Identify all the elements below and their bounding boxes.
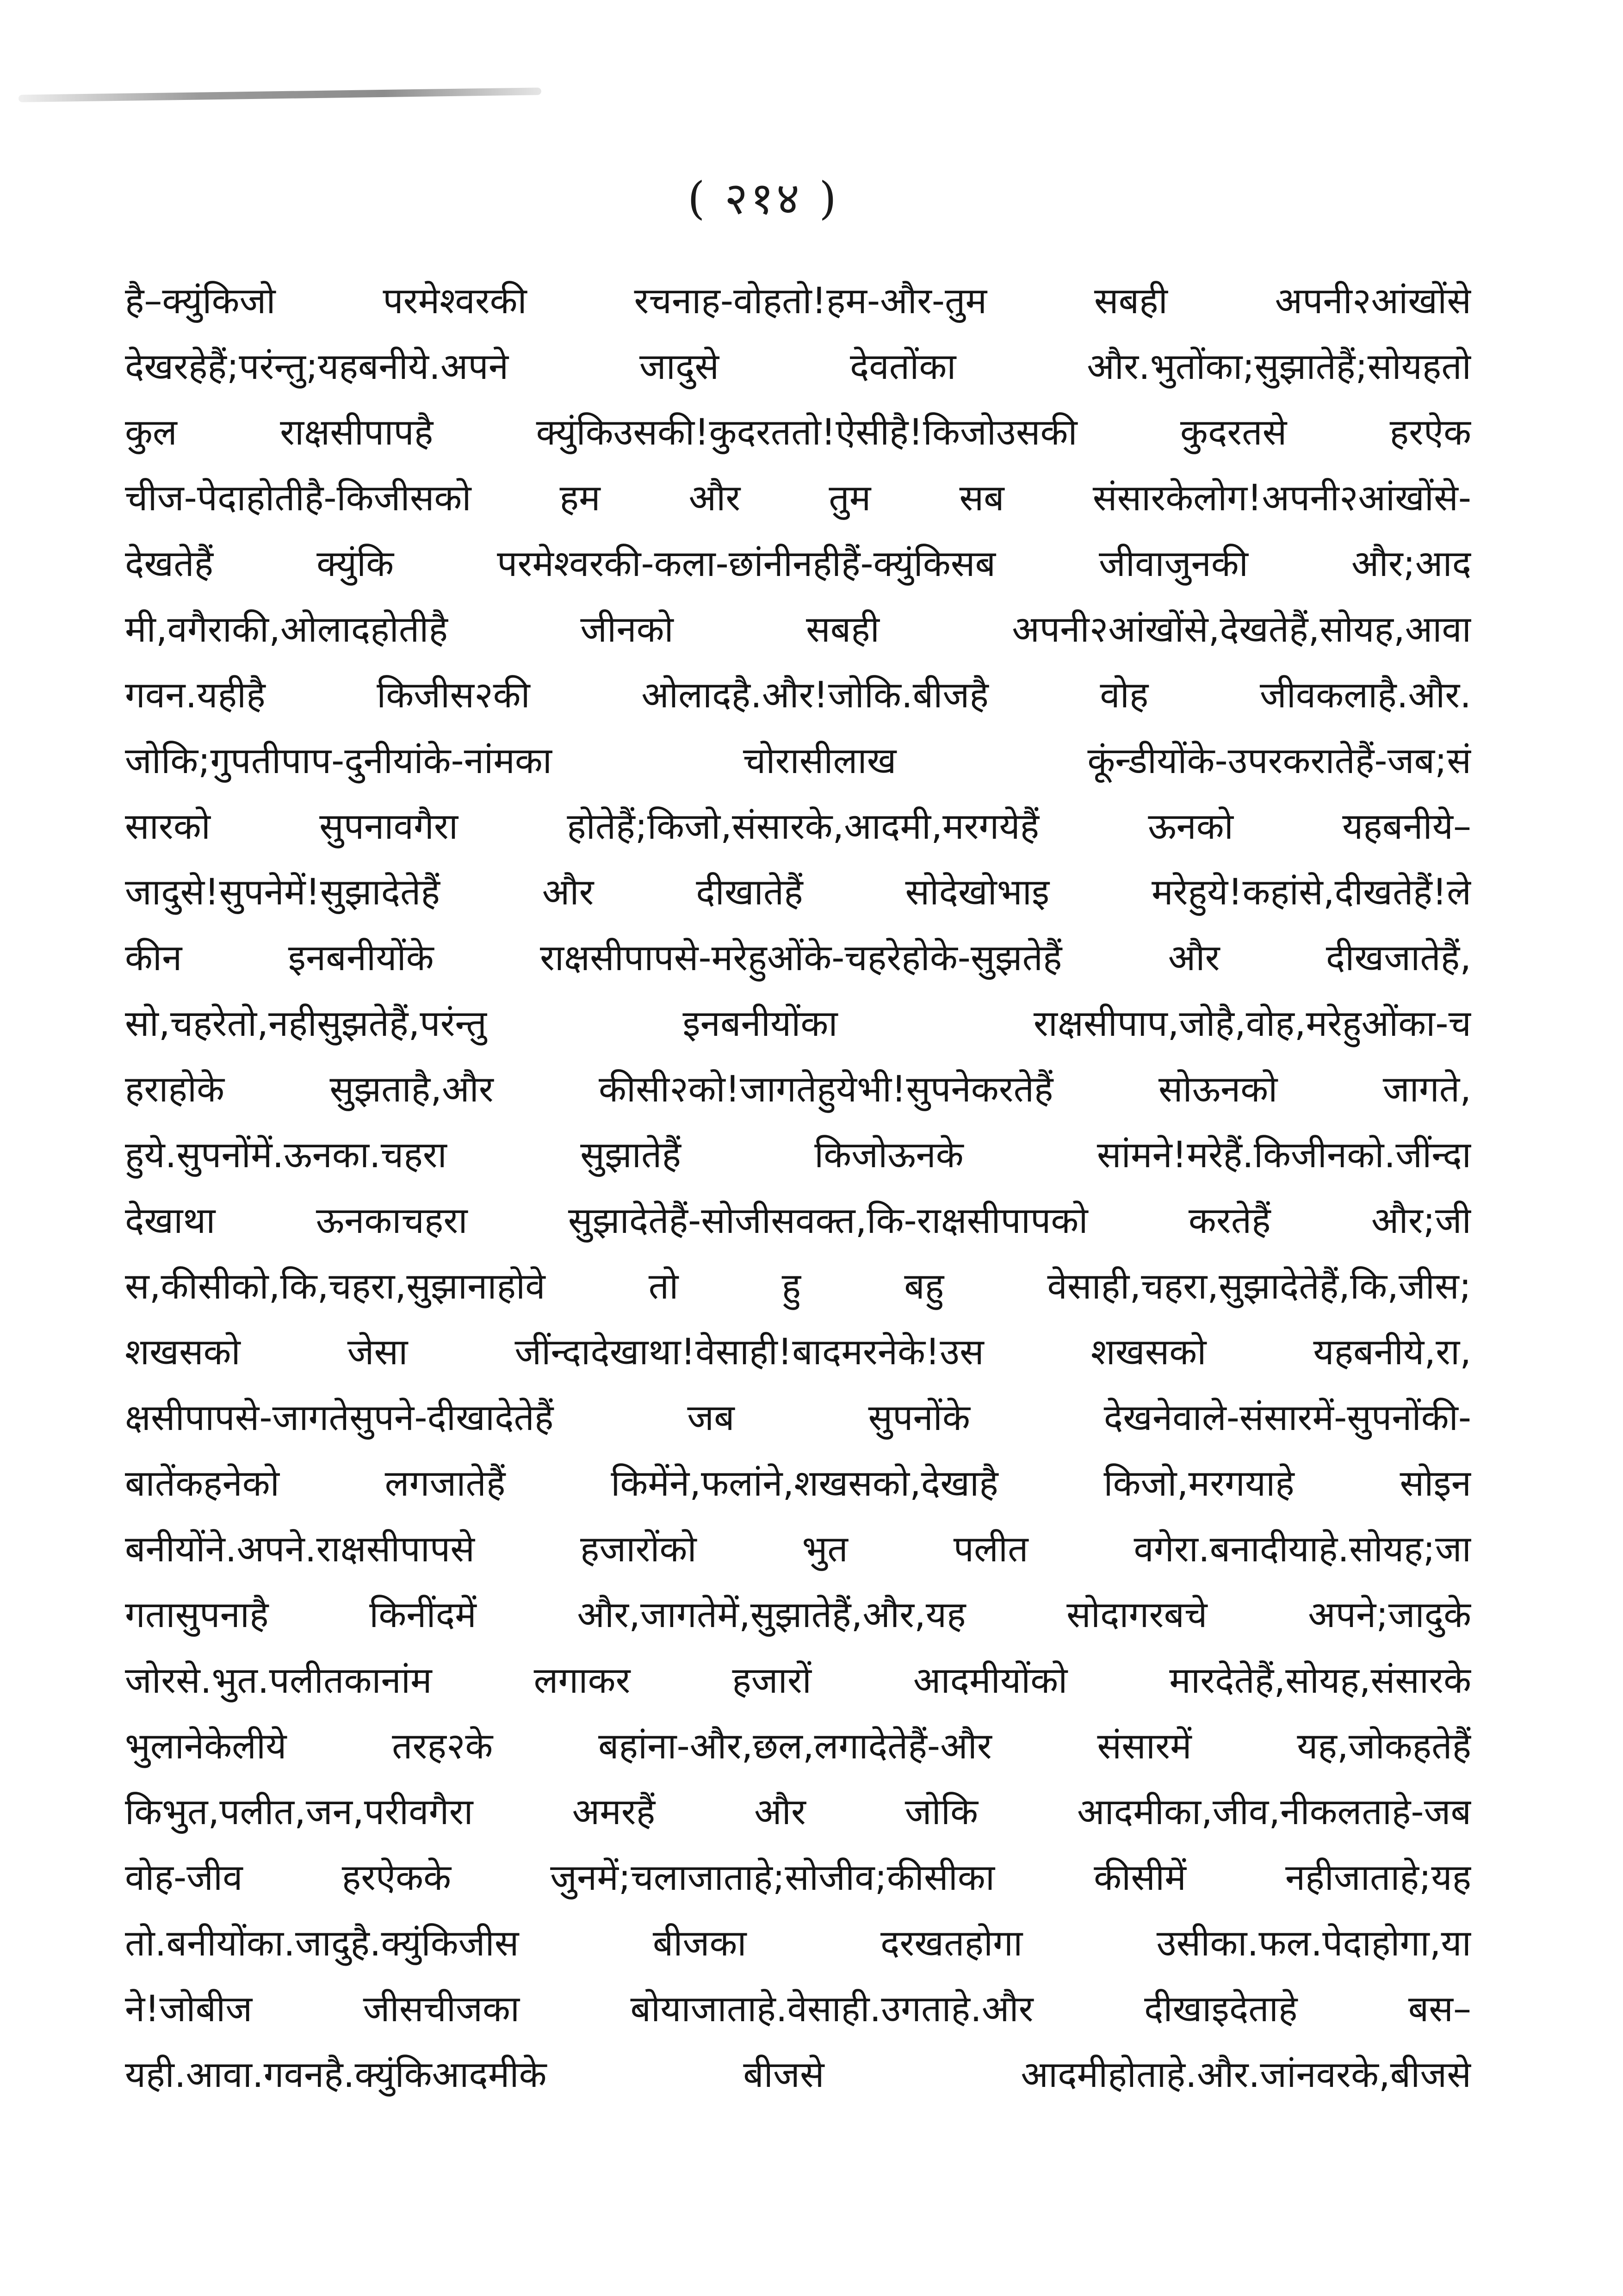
- page-number: ( २१४ ): [688, 173, 839, 224]
- text-line: शखसको जेसा जींन्दादेखाथा!वेसाही!बादमरनेके!उस शखसको यहबनीये,रा,: [125, 1331, 1471, 1373]
- text-line: है–क्युंकिजो परमेश्वरकी रचनाह-वोहतो!हम-और-तुम सबही अपनी२आंखोंसे: [125, 280, 1471, 322]
- text-line: जोरसे.भुत.पलीतकानांम लगाकर हजारों आदमीयोंको मारदेतेहैं,सोयह,संसारके: [125, 1660, 1471, 1702]
- text-line: बनीयोंने.अपने.राक्षसीपापसे हजारोंको भुत पलीत वगेरा.बनादीयाहे.सोयह;जा: [125, 1529, 1471, 1570]
- text-line: बातेंकहनेको लगजातेहैं किमेंने,फलांने,शखसको,देखाहै किजो,मरगयाहे सोइन: [125, 1463, 1471, 1504]
- text-line: मी,वगैराकी,ओलादहोतीहै जीनको सबही अपनी२आंखोंसे,देखतेहैं,सोयह,आवा: [125, 609, 1471, 650]
- text-line: तो.बनीयोंका.जादुहै.क्युंकिजीस बीजका दरखतहोगा उसीका.फल.पेदाहोगा,या: [125, 1923, 1471, 1964]
- text-line: हुये.सुपनोंमें.ऊनका.चहरा सुझातेहैं किजोऊनके सांमने!मरेहैं.किजीनको.जींन्दा: [125, 1134, 1471, 1176]
- text-line: गतासुपनाहै किनींदमें और,जागतेमें,सुझातेहैं,और,यह सोदागरबचे अपने;जादुके: [125, 1594, 1471, 1636]
- page-text-body: [125, 268, 1471, 2108]
- text-line: किभुत,पलीत,जन,परीवगैरा अमरहैं और जोकि आदमीका,जीव,नीकलताहे-जब: [125, 1791, 1471, 1833]
- text-line: गवन.यहीहै किजीस२की ओलादहै.और!जोकि.बीजहै वोह जीवकलाहै.और.: [125, 675, 1471, 716]
- text-line: स,कीसीको,कि,चहरा,सुझानाहोवे तो हु बहु वेसाही,चहरा,सुझादेतेहैं,कि,जीस;: [125, 1266, 1471, 1307]
- text-line: यही.आवा.गवनहै.क्युंकिआदमीके बीजसे आदमीहोताहे.और.जांनवरके,बीजसे: [125, 2054, 1471, 2096]
- text-line: चीज-पेदाहोतीहै-किजीसको हम और तुम सब संसारकेलोग!अपनी२आंखोंसे-: [125, 477, 1471, 519]
- text-line: देखरहेहैं;परंन्तु;यहबनीये.अपने जादुसे देवतोंका और.भुतोंका;सुझातेहैं;सोयहतो: [125, 346, 1471, 388]
- text-line: जादुसे!सुपनेमें!सुझादेतेहैं और दीखातेहैं सोदेखोभाइ मरेहुये!कहांसे,दीखतेहैं!ले: [125, 872, 1471, 913]
- text-line: क्षसीपापसे-जागतेसुपने-दीखादेतेहैं जब सुपनोंके देखनेवाले-संसारमें-सुपनोंकी-: [125, 1397, 1471, 1439]
- text-line: देखतेहैं क्युंकि परमेश्वरकी-कला-छांनीनहीहैं-क्युंकिसब जीवाजुनकी और;आद: [125, 543, 1471, 585]
- text-line: जोकि;गुपतीपाप-दुनीयांके-नांमका चोरासीलाख कूंन्डीयोंके-उपरकरातेहैं-जब;सं: [125, 740, 1471, 782]
- text-line: सारको सुपनावगैरा होतेहैं;किजो,संसारके,आदमी,मरगयेहैं ऊनको यहबनीये–: [125, 806, 1471, 848]
- text-line: ने!जोबीज जीसचीजका बोयाजाताहे.वेसाही.उगताहे.और दीखाइदेताहे बस–: [125, 1988, 1471, 2030]
- top-scan-rule: [19, 87, 541, 102]
- text-line: देखाथा ऊनकाचहरा सुझादेतेहैं-सोजीसवक्त,कि-राक्षसीपापको करतेहैं और;जी: [125, 1200, 1471, 1242]
- text-line: वोह-जीव हरऐकके जुनमें;चलाजाताहे;सोजीव;कीसीका कीसीमें नहीजाताहे;यह: [125, 1857, 1471, 1899]
- text-line: कुल राक्षसीपापहै क्युंकिउसकी!कुदरततो!ऐसीहै!किजोउसकी कुदरतसे हरऐक: [125, 412, 1471, 453]
- text-line: सो,चहरेतो,नहीसुझतेहैं,परंन्तु इनबनीयोंका राक्षसीपाप,जोहै,वोह,मरेहुओंका-च: [125, 1003, 1471, 1045]
- text-line: हराहोके सुझताहै,और कीसी२को!जागतेहुयेभी!सुपनेकरतेहैं सोऊनको जागते,: [125, 1069, 1471, 1110]
- text-line: कीन इनबनीयोंके राक्षसीपापसे-मरेहुओंके-चहरेहोके-सुझतेहैं और दीखजातेहैं,: [125, 937, 1471, 979]
- text-line: भुलानेकेलीये तरह२के बहांना-और,छल,लगादेतेहैं-और संसारमें यह,जोकहतेहैं: [125, 1726, 1471, 1767]
